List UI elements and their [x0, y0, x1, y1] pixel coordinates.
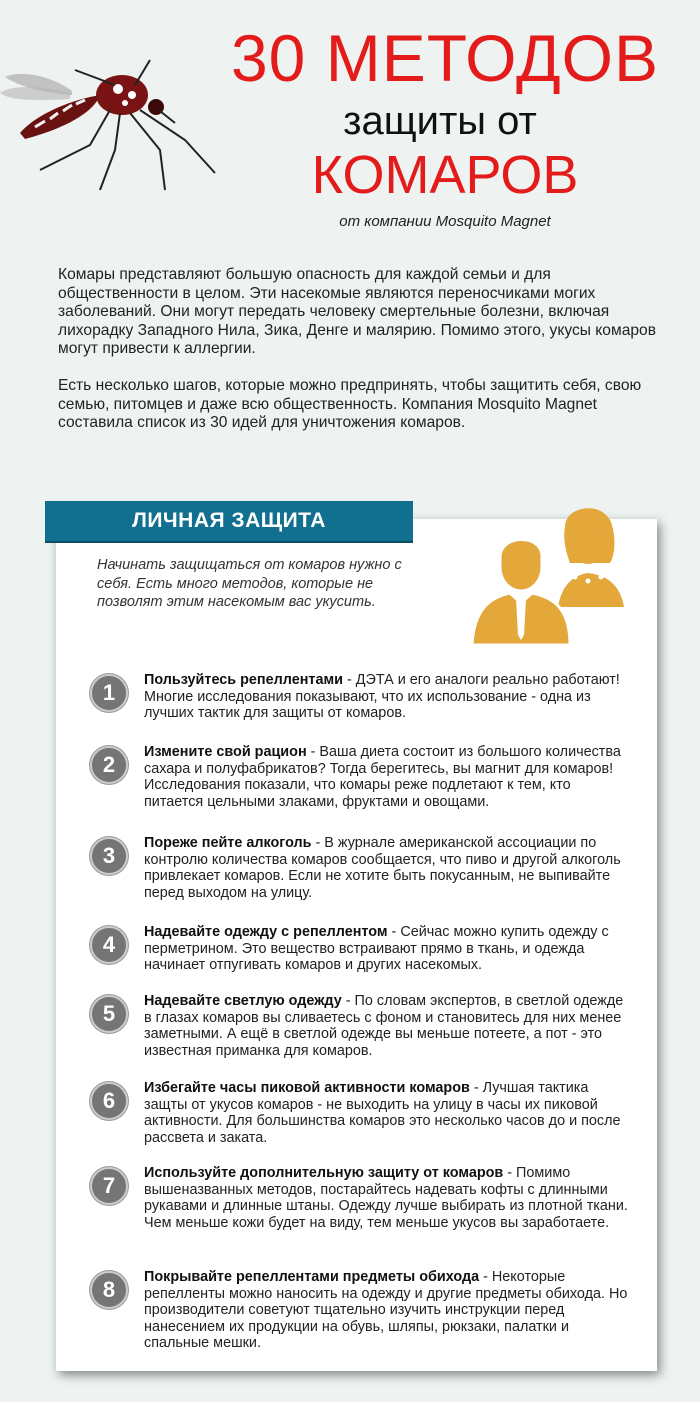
item-number-badge: 3: [90, 837, 128, 875]
people-icon: [470, 495, 670, 645]
page-title: 30 МЕТОДОВ: [230, 21, 660, 95]
item-description: - Ваша диета состоит из большого количества сахара и полуфабрикатов? Тогда берегитесь, вы магнит для комаров! Исследования показали, что комары реже подлетают к тем, кто питается цельными злаками, фруктами и овощами.: [144, 744, 621, 810]
item-text: [144, 924, 629, 974]
page-subtitle: защиты от: [343, 99, 537, 143]
item-description: - В журнале американской ассоциации по контролю количества комаров сообщается, что пиво и другой алкоголь привлекает комаров. Если не хотите быть покусанным, не выпивайте перед выходом на улицу.: [144, 835, 621, 901]
item-title: Пореже пейте алкоголь: [144, 835, 312, 851]
item-text: [144, 744, 629, 810]
item-title: Избегайте часы пиковой активности комаров: [144, 1080, 470, 1096]
item-description: - Некоторые репелленты можно наносить на одежду и другие предметы обихода. Но производители советуют тщательно изучить инструкции перед нанесением их продукции на обувь, шляпы, рюкзаки, палатки и спальные мешки.: [144, 1269, 628, 1352]
item-text: [144, 1165, 629, 1231]
item-title: Надевайте светлую одежду: [144, 993, 342, 1009]
item-number-badge: 2: [90, 746, 128, 784]
page-title-komarov: КОМАРОВ: [311, 145, 579, 205]
item-number-badge: 6: [90, 1082, 128, 1120]
item-number-badge: 5: [90, 995, 128, 1033]
item-number-badge: 4: [90, 926, 128, 964]
item-description: - Лучшая тактика защты от укусов комаров - не выходить на улицу в часы их пиковой активности. Для большинства комаров это несколько часов до и после рассвета и заката.: [144, 1080, 621, 1146]
intro-text: [58, 266, 668, 451]
item-text: [144, 993, 629, 1059]
item-title: Используйте дополнительную защиту от комаров: [144, 1165, 504, 1181]
item-text: [144, 672, 629, 722]
intro-paragraph-2: Есть несколько шагов, которые можно предпринять, чтобы защитить себя, свою семью, питомцев и даже всю общественность. Компания Mosquito Magnet составила список из 30 идей для уничтожения комаров.: [58, 376, 642, 432]
item-text: [144, 835, 629, 901]
item-text: [144, 1269, 629, 1352]
company-credit: от компании Mosquito Magnet: [339, 213, 551, 230]
intro-paragraph-1: Комары представляют большую опасность для каждой семьи и для общественности в целом. Эти насекомые являются переносчиками могих заболеваний. Они могут передать человеку смертельные болезни, включая лихорадку Западного Нила, Зика, Денге и малярию. Помимо этого, укусы комаров могут привести к аллергии.: [58, 266, 656, 358]
item-description: - Помимо вышеназванных методов, постарайтесь надевать кофты с длинными рукавами и длинные штаны. Одежду лучше выбирать из плотной ткани. Чем меньше кожи будет на виду, тем меньше укусов вы заработаете.: [144, 1165, 628, 1231]
item-number-badge: 1: [90, 674, 128, 712]
mosquito-illustration: [0, 55, 220, 195]
item-title: Надевайте одежду с репеллентом: [144, 924, 388, 940]
section-header: ЛИЧНАЯ ЗАЩИТА: [45, 501, 413, 543]
item-text: [144, 1080, 629, 1146]
item-number-badge: 7: [90, 1167, 128, 1205]
item-number-badge: 8: [90, 1271, 128, 1309]
item-description: - ДЭТА и его аналоги реально работают! Многие исследования показывают, что их использование - одна из лучших тактик для защиты от комаров.: [144, 672, 620, 722]
item-title: Измените свой рацион: [144, 744, 307, 760]
item-title: Пользуйтесь репеллентами: [144, 672, 343, 688]
section-lead: Начинать защищаться от комаров нужно с себя. Есть много методов, которые не позволят этим насекомым вас укусить.: [97, 557, 402, 610]
item-title: Покрывайте репеллентами предметы обихода: [144, 1269, 480, 1285]
item-description: - Сейчас можно купить одежду с перметрином. Это вещество встраивают прямо в ткань, и одежда начинает отпугивать комаров и других насекомых.: [144, 924, 609, 974]
item-description: - По словам экспертов, в светлой одежде в глазах комаров вы сливаетесь с фоном и становитесь для них менее заметными. А ещё в светлой одежде вы меньше потеете, а пот - это известная приманка для комаров.: [144, 993, 624, 1059]
